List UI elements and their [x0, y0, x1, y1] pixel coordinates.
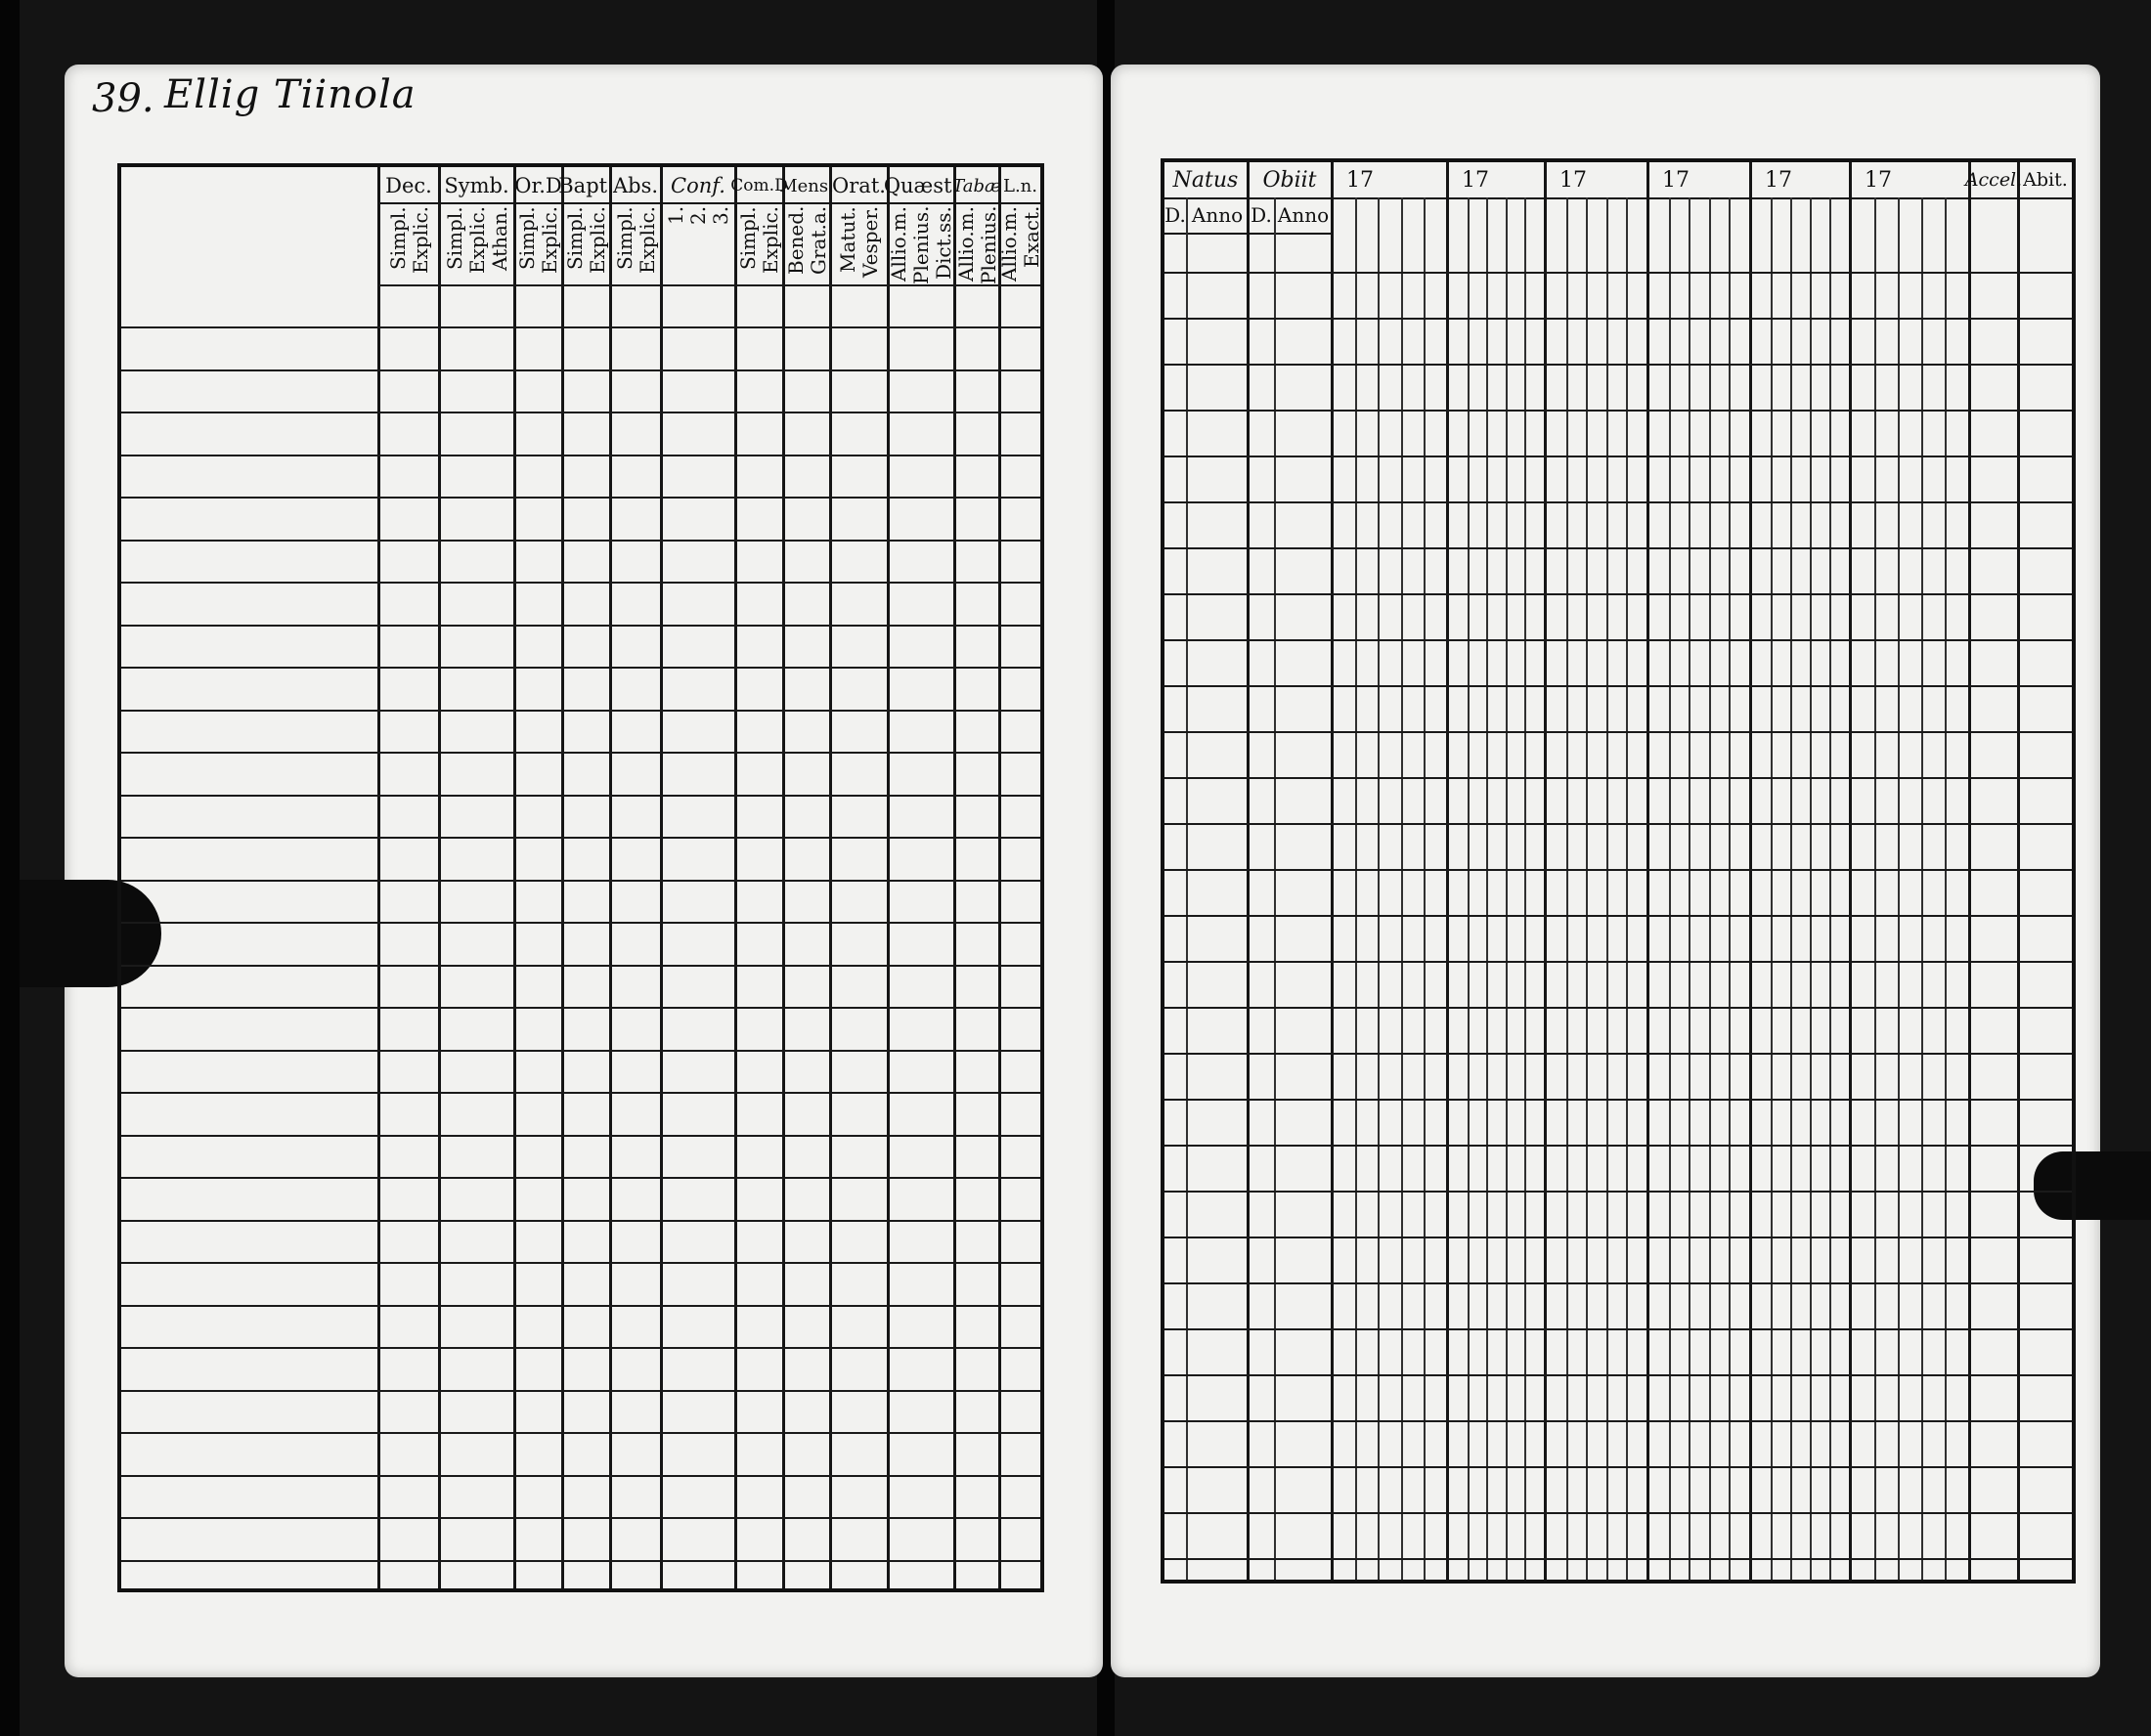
- row-rule: [121, 1432, 1040, 1434]
- sub-label: Allio.m.: [887, 206, 910, 282]
- row-rule: [121, 369, 1040, 371]
- row-rule: [121, 1305, 1040, 1307]
- sub-label: Simpl.: [563, 206, 587, 270]
- sub-label: Athan.: [487, 206, 511, 272]
- row-rule: [121, 455, 1040, 456]
- right-register-table: [1161, 158, 2076, 1584]
- thin-col-rule: [1378, 197, 1380, 1580]
- row-rule: [121, 795, 1040, 797]
- thin-col-rule: [1566, 197, 1568, 1580]
- row-rule: [1164, 1282, 2072, 1284]
- row-rule: [1164, 1191, 2072, 1193]
- col-divider: [1544, 162, 1547, 1580]
- thin-col-rule: [1945, 197, 1947, 1580]
- col-head-quaest: Quæst.: [883, 174, 959, 197]
- row-rule: [1164, 823, 2072, 825]
- col-head-year-3: 17: [1559, 167, 1587, 193]
- col-head-accessit: Accel.: [1964, 169, 2023, 191]
- thin-col-rule: [1506, 197, 1508, 1580]
- thin-col-rule: [1709, 197, 1711, 1580]
- sub-label: Simpl.: [612, 206, 637, 270]
- row-rule: [121, 710, 1040, 712]
- row-rule: [121, 922, 1040, 924]
- col-head-year-6: 17: [1865, 167, 1892, 193]
- col-divider: [1247, 162, 1250, 1580]
- left-register-table: [117, 163, 1044, 1592]
- thin-col-rule: [1921, 197, 1923, 1580]
- col-head-comd: Com.D: [730, 176, 788, 195]
- col-divider: [1274, 197, 1276, 1580]
- col-divider: [1446, 162, 1449, 1580]
- row-rule: [1164, 961, 2072, 963]
- sub-label: Bened.: [783, 206, 808, 276]
- col-divider: [1186, 197, 1188, 1580]
- row-rule: [1164, 272, 2072, 274]
- thin-col-rule: [1810, 197, 1812, 1580]
- left-binding-edge: [0, 0, 20, 1736]
- col-head-natus: Natus: [1172, 167, 1239, 193]
- row-rule: [121, 326, 1040, 328]
- row-rule: [1164, 1053, 2072, 1055]
- sub-header-bottom-rule: [379, 284, 1040, 286]
- page-number: 39.: [92, 76, 154, 121]
- col-divider: [1331, 162, 1334, 1580]
- row-rule: [121, 1262, 1040, 1264]
- sub-label: Matut.: [836, 206, 859, 273]
- row-rule: [1164, 777, 2072, 779]
- thin-col-rule: [1355, 197, 1357, 1580]
- sub-head-conf: [662, 206, 734, 284]
- col-divider: [1749, 162, 1752, 1580]
- col-divider: [438, 167, 441, 1588]
- row-rule: [121, 837, 1040, 839]
- row-rule: [121, 1347, 1040, 1349]
- row-rule: [121, 1177, 1040, 1179]
- row-rule: [1164, 685, 2072, 687]
- row-rule: [1164, 1237, 2072, 1238]
- col-head-ord: Or.D: [514, 174, 562, 197]
- sub-label: Explic.: [635, 206, 659, 275]
- col-divider: [609, 167, 612, 1588]
- sub-label: Allio.m.: [997, 206, 1021, 282]
- row-rule: [1164, 456, 2072, 457]
- row-rule: [1164, 915, 2072, 917]
- sub-label: Plenius.: [976, 206, 1000, 285]
- sub-label: 2.: [686, 206, 710, 226]
- col-head-symb: Symb.: [444, 174, 509, 197]
- row-rule: [1164, 1466, 2072, 1468]
- row-rule: [121, 412, 1040, 413]
- col-divider: [953, 167, 956, 1588]
- row-rule: [121, 1135, 1040, 1137]
- col-head-obiit: Obiit: [1262, 167, 1317, 193]
- row-rule: [1164, 1328, 2072, 1330]
- col-head-ln: L.n.: [1003, 175, 1037, 196]
- row-rule: [1164, 1007, 2072, 1009]
- col-divider: [998, 167, 1001, 1588]
- row-rule: [121, 1220, 1040, 1222]
- row-rule: [1164, 1512, 2072, 1514]
- thin-col-rule: [1729, 197, 1731, 1580]
- sub-label: Plenius.: [909, 206, 933, 285]
- sub-label: Vesper.: [858, 206, 882, 279]
- row-rule: [1164, 593, 2072, 595]
- col-head-conf: Conf.: [671, 174, 725, 197]
- row-rule: [1164, 501, 2072, 503]
- row-rule: [1164, 1558, 2072, 1560]
- sub-label: 3.: [709, 206, 732, 226]
- thin-col-rule: [1626, 197, 1628, 1580]
- row-rule: [121, 1517, 1040, 1519]
- row-rule: [121, 752, 1040, 754]
- sub-label: Explic.: [586, 206, 609, 275]
- thin-col-rule: [1486, 197, 1488, 1580]
- row-rule: [1164, 731, 2072, 733]
- row-rule: [1164, 869, 2072, 871]
- row-rule: [121, 1390, 1040, 1392]
- sub-head-obiit-day: D.: [1251, 203, 1272, 227]
- sub-label: Allio.m.: [953, 206, 978, 282]
- row-rule: [1164, 1145, 2072, 1147]
- row-rule: [121, 1007, 1040, 1009]
- col-head-year-5: 17: [1765, 167, 1792, 193]
- col-head-year-2: 17: [1462, 167, 1489, 193]
- thin-col-rule: [1586, 197, 1588, 1580]
- name-column-divider: [377, 167, 380, 1588]
- row-rule: [121, 965, 1040, 967]
- row-rule: [121, 1560, 1040, 1562]
- col-head-abiit: Abit.: [2023, 169, 2068, 191]
- col-divider: [782, 167, 785, 1588]
- sub-label: Simpl.: [515, 206, 539, 270]
- sub-label: Explic.: [464, 206, 489, 275]
- col-divider: [829, 167, 832, 1588]
- row-rule: [1164, 547, 2072, 549]
- thin-col-rule: [1689, 197, 1690, 1580]
- sub-label: Dict.ss.: [932, 206, 955, 280]
- col-head-abs: Abs.: [612, 174, 659, 197]
- row-rule: [1164, 410, 2072, 412]
- thin-col-rule: [1401, 197, 1403, 1580]
- row-rule: [121, 880, 1040, 882]
- col-head-tabae: Tabæ: [952, 175, 1001, 196]
- col-head-year-4: 17: [1662, 167, 1690, 193]
- col-divider: [887, 167, 890, 1588]
- sub-label: 1.: [664, 206, 687, 226]
- thin-col-rule: [1829, 197, 1831, 1580]
- col-head-year-1: 17: [1346, 167, 1374, 193]
- thin-col-rule: [1524, 197, 1526, 1580]
- col-head-bapt: Bapt.: [558, 174, 614, 197]
- col-head-orat: Orat.: [832, 174, 886, 197]
- sub-label: Grat.a.: [806, 206, 830, 276]
- thin-col-rule: [1424, 197, 1426, 1580]
- sub-label: Simpl.: [736, 206, 760, 270]
- col-divider: [734, 167, 737, 1588]
- col-divider: [2017, 162, 2020, 1580]
- col-head-mens: Mens.: [779, 175, 834, 196]
- row-rule: [121, 582, 1040, 584]
- col-head-dec: Dec.: [385, 174, 432, 197]
- thin-col-rule: [1771, 197, 1773, 1580]
- col-divider: [513, 167, 516, 1588]
- sub-label: Simpl.: [442, 206, 466, 270]
- sub-head-natus-year: Anno: [1191, 203, 1244, 227]
- thin-col-rule: [1606, 197, 1608, 1580]
- thin-col-rule: [1898, 197, 1900, 1580]
- sub-head-natus-day: D.: [1164, 203, 1186, 227]
- col-divider: [1849, 162, 1852, 1580]
- col-divider: [660, 167, 663, 1588]
- row-rule: [121, 1050, 1040, 1052]
- row-rule: [121, 497, 1040, 499]
- row-rule: [121, 1092, 1040, 1094]
- col-divider: [561, 167, 564, 1588]
- row-rule: [1164, 1374, 2072, 1376]
- row-rule: [121, 1475, 1040, 1477]
- sub-label: Simpl.: [385, 206, 410, 270]
- row-rule: [1164, 364, 2072, 366]
- row-rule: [121, 625, 1040, 627]
- row-rule: [121, 667, 1040, 669]
- thin-col-rule: [1790, 197, 1792, 1580]
- row-rule: [1164, 1099, 2072, 1101]
- row-rule: [1164, 318, 2072, 320]
- col-divider: [1968, 162, 1971, 1580]
- col-divider: [1646, 162, 1649, 1580]
- sub-label: Explic.: [538, 206, 561, 275]
- sub-label: Explic.: [759, 206, 782, 275]
- thin-col-rule: [1468, 197, 1470, 1580]
- row-rule: [121, 540, 1040, 542]
- thin-col-rule: [1874, 197, 1876, 1580]
- row-rule: [1164, 1420, 2072, 1422]
- sub-label: Exact.: [1020, 206, 1043, 269]
- handwritten-village-name: Ellig Tiinola: [164, 72, 417, 117]
- sub-head-obiit-year: Anno: [1277, 203, 1330, 227]
- sub-label: Explic.: [408, 206, 432, 275]
- thin-col-rule: [1669, 197, 1671, 1580]
- row-rule: [1164, 639, 2072, 641]
